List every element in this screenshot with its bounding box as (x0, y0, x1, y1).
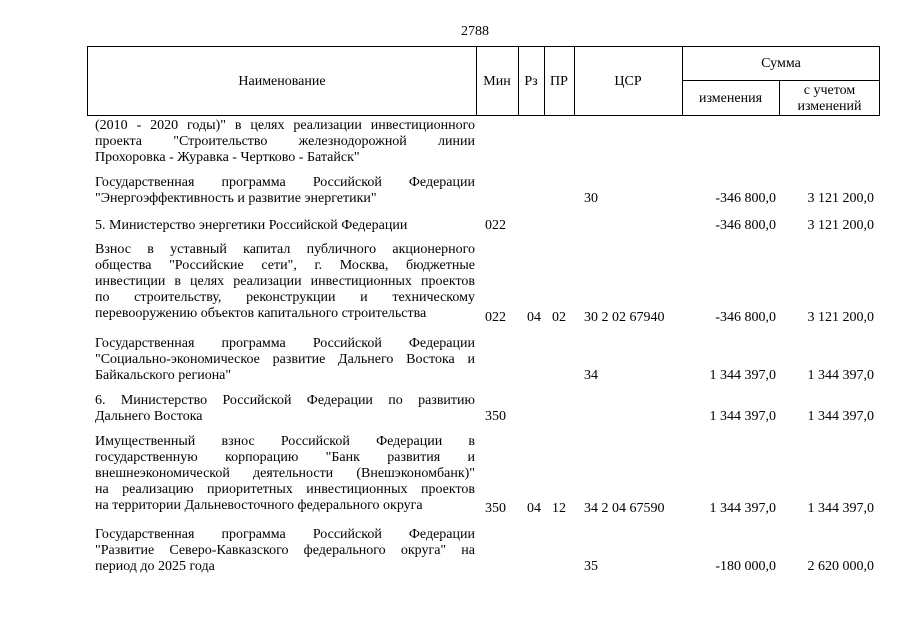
table-header (87, 46, 880, 116)
cell-total: 3 121 200,0 (807, 310, 874, 325)
cell-min: 022 (485, 310, 506, 325)
cell-total: 3 121 200,0 (807, 218, 874, 233)
header-pr: ПР (550, 74, 568, 89)
cell-min: 350 (485, 501, 506, 516)
cell-change: 1 344 397,0 (709, 409, 776, 424)
cell-change: 1 344 397,0 (709, 368, 776, 383)
cell-total: 2 620 000,0 (807, 559, 874, 574)
header-with-change-2: изменений (797, 99, 862, 114)
cell-rz: 04 (527, 501, 541, 516)
row-description: 5. Министерство энергетики Российской Федерации (95, 218, 408, 233)
header-change: изменения (698, 91, 763, 106)
cell-min: 022 (485, 218, 506, 233)
row-description: 6. Министерство Российской Федерации по развитию Дальнего Востока (95, 393, 475, 424)
row-description: Взнос в уставный капитал публичного акционерного общества "Российские сети", г. Москва, бюджетные инвестиции в целях реализации инвестиционных проектов по строительству, реконструкции и техническому перевооружению объектов капитального строительства (95, 242, 475, 321)
header-min: Мин (483, 74, 511, 89)
cell-change: -180 000,0 (715, 559, 776, 574)
cell-total: 3 121 200,0 (807, 191, 874, 206)
row-description: Государственная программа Российской Федерации "Энергоэффективность и развитие энергетики" (95, 175, 475, 206)
row-description: Имущественный взнос Российской Федерации в государственную корпорацию "Банк развития и внешнеэкономической деятельности (Внешэкономбанк)" на реализацию приоритетных инвестиционных проектов на территории Дальневосточного федерального округа (95, 434, 475, 513)
cell-total: 1 344 397,0 (807, 368, 874, 383)
row-description: Государственная программа Российской Федерации "Социально-экономическое развитие Дальнего Востока и Байкальского региона" (95, 336, 475, 383)
cell-csr: 30 (584, 191, 598, 206)
cell-csr: 34 (584, 368, 598, 383)
cell-csr: 34 2 04 67590 (584, 501, 665, 516)
cell-pr: 02 (552, 310, 566, 325)
cell-change: 1 344 397,0 (709, 501, 776, 516)
cell-change: -346 800,0 (715, 218, 776, 233)
header-sum: Сумма (761, 56, 801, 71)
cell-pr: 12 (552, 501, 566, 516)
header-rz: Рз (524, 74, 538, 89)
cell-total: 1 344 397,0 (807, 409, 874, 424)
header-name: Наименование (238, 74, 326, 89)
cell-min: 350 (485, 409, 506, 424)
cell-rz: 04 (527, 310, 541, 325)
cell-total: 1 344 397,0 (807, 501, 874, 516)
cell-csr: 35 (584, 559, 598, 574)
page-number: 2788 (461, 24, 489, 39)
cell-change: -346 800,0 (715, 310, 776, 325)
cell-change: -346 800,0 (715, 191, 776, 206)
row-description: (2010 - 2020 годы)" в целях реализации инвестиционного проекта "Строительство железнодорожной линии Прохоровка - Журавка - Чертково - Батайск" (95, 118, 475, 165)
header-csr: ЦСР (614, 74, 642, 89)
row-description: Государственная программа Российской Федерации "Развитие Северо-Кавказского федерального округа" на период до 2025 года (95, 527, 475, 574)
cell-csr: 30 2 02 67940 (584, 310, 665, 325)
header-with-change-1: с учетом (803, 83, 856, 98)
